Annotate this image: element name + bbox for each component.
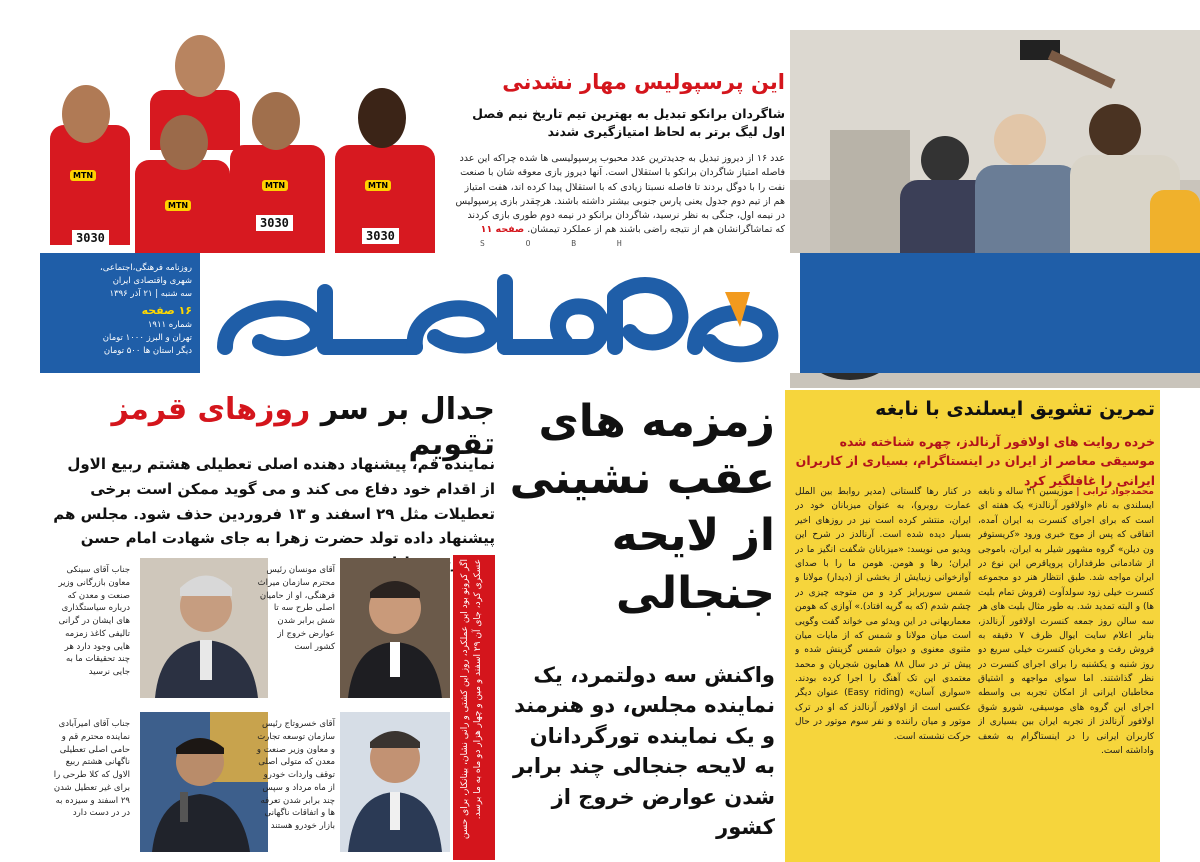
- sports-headline: این پرسپولیس مهار نشدنی: [502, 70, 785, 94]
- haft-e-sobh-logo: [205, 252, 795, 374]
- sponsor-logo: MTN: [262, 180, 288, 191]
- calendar-headline-red: روزهای قرمز: [111, 392, 311, 427]
- player-head: [358, 88, 406, 148]
- official-photo: [140, 558, 268, 698]
- player-head: [252, 92, 300, 150]
- official-card-sinaki: [50, 558, 275, 703]
- issue-info-block: [52, 262, 192, 358]
- sponsor-logo: MTN: [165, 200, 191, 211]
- official-photo: [140, 712, 268, 852]
- iceland-column-left: در کنار رها گلستانی (مدیر روابط بین الملل عمارت روبرو)، به عنوان میزبانان خود در ایران، منتشر کرده است نیز در روزهای اخیر بسیار دیده شده است. آرنالدز در شرح این ویدیو می نویسد: «میزبانان شگفت انگیز ما در ایران؛ رها و هومن. هومن ما را با صدای آوازخوانی زیبایش از بخشی از (دیدار) مولانا و شمس سورپرایز کرد و من متوجه چیزی در چشم شدم (که به گریه افتاد).» آوازی که هومن معماربهانی در این ویدئو می خواند گفت وگویی است میان مولانا و شمس که از مایات میان مثنوی معنوی و دیوان شمس گزینش شده و پیش تر در سال ۸۸ همایون شجریان و محمد معتمدی این تک آهنگ را اجرا کرده بودند. «سواری آسان» (Easy riding) عنوان دیگر عکسی است از اولافور آرنالدز که او در ترک موتور و میان راننده و نفر سوم موتور در حال حرکت نشسته است.: [795, 487, 971, 742]
- red-sidebar-text: اگر کرونو بود این عملکرد، روز این کشتی و رانی نشان، بینانکار، برای حسن عسکری کرد، جای آن ۲۹ اسفند و مین و چهار هزار دو ماه به ما برسد.: [460, 559, 483, 840]
- official-caption: آقای مونسان رئیس محترم سازمان میراث فرهنگی، او از حامیان اصلی طرح سه تا شش برابر شدن عوارض خروج از کشور است: [257, 565, 335, 652]
- sponsor-logo: MTN: [70, 170, 96, 181]
- page-count: ۱۶ صفحه: [141, 303, 192, 317]
- shirt-number: 3030: [362, 228, 399, 244]
- player-shirt: [230, 145, 325, 255]
- iceland-headline: تمرین تشویق ایسلندی با نابغه: [875, 398, 1155, 420]
- persepolis-players-photo: [30, 30, 450, 255]
- player-head: [175, 35, 225, 97]
- iceland-author: محمدجواد ترابی |: [1076, 487, 1154, 497]
- official-photo: [340, 712, 468, 852]
- shirt-number: 3030: [256, 215, 293, 231]
- issue-date: سه شنبه | ۲۱ آذر ۱۳۹۶: [109, 289, 192, 300]
- player-shirt: [50, 125, 130, 245]
- iceland-subheadline: خرده روایت های اولافور آرنالدز، چهره شناخته شده موسیقی معاصر از ایران در اینستاگرام، بسیاری از کاربران ایرانی را غافلگیر کرد: [795, 434, 1155, 488]
- portrait-illustration: [340, 712, 450, 852]
- official-card-mounesan: [255, 558, 480, 703]
- official-card-khosrotaj: [255, 712, 480, 857]
- official-card-amirabadi: [50, 712, 275, 857]
- calendar-headline-suffix: تقویم: [408, 427, 495, 462]
- portrait-illustration: [340, 558, 450, 698]
- official-caption: جناب آقای امیرآبادی نماینده محترم قم و حامی اصلی تعطیلی ناگهانی هشتم ربیع الاول که کلا طرحی را برای غیر تعطیل شدن ۲۹ اسفند و سیزده به در در دست دارد: [53, 719, 130, 819]
- paper-description-line1: روزنامه فرهنگی،اجتماعی،: [100, 263, 192, 273]
- player-head: [160, 115, 208, 170]
- price-other-provinces: دیگر استان ها ۵۰۰ تومان: [103, 345, 192, 356]
- iceland-column-right-text: موزیسین ۳۱ ساله و نابغه ایسلندی به نام «اولافور آرنالدز» یک هفته ای است که برای اجرای کنسرت به ایران آمده، اتفاقی که پس از موج خبری ورود «کریستوفر ون دیلن» گروه مشهور شیلر به ایران، باموجی از شادمانی طرفداران پروپاقرص این نوع در ایران مواجه شد. طبق انتظار هنر دو مجموعه کنسرت خیلی زود سولدآوت (فروش تمام بلیت ها) و البته تمدید شد. به طور مثال بلیت های هر سه سالن روز جمعه کنسرت اولافور آرنالدز، بنابر اعلام سایت ایوال ظرف ۷ دقیقه به فروش رفت و مخربان کنسرت خیلی سریع دو روز شنبه و یکشنبه را برای اجرای کنسرت در نظر گذاشتند. اما سوای مواجهه و اشتیاق مخاطبان ایرانی از امکان تجربه بی واسطه اجرای این گروه های موسیقی، شورو شوق اولافور آرنالدز از تجربه ایران بین بسیاری از کاربران ایرانی را در اینستاگرام به شعف واداشته است.: [978, 487, 1154, 757]
- portrait-illustration: [140, 712, 268, 852]
- portrait-illustration: [140, 558, 268, 698]
- paper-description-line2: شهری واقتصادی ایران: [112, 276, 192, 287]
- official-photo: [340, 558, 468, 698]
- shirt-number: 3030: [72, 230, 109, 246]
- player-head: [62, 85, 110, 143]
- sobh-letter-strip: S O B H: [480, 239, 640, 248]
- issue-number: شماره ۱۹۱۱: [147, 319, 192, 330]
- sponsor-logo: MTN: [365, 180, 391, 191]
- calendar-headline-prefix: جدال بر سر: [320, 392, 495, 427]
- whisper-headline: زمزمه های عقب نشینی از لایحه جنجالی: [509, 396, 775, 619]
- calendar-lead: نماینده قم، پیشنهاد دهنده اصلی تعطیلی هشتم ربیع الاول از اقدام خود دفاع می کند و می گوید ممکن است برخی تعطیلات مثل ۲۹ اسفند و ۱۳ فروردین حذف شود. مجلس هم پیشنهاد داده تولد حضرت زهرا به جای شهادت امام حسن: [53, 455, 495, 548]
- sports-body: [455, 152, 785, 238]
- sports-body-text: عدد ۱۶ از دیروز تبدیل به جدیدترین عدد محبوب پرسپولیسی ها شده چراکه این عدد فاصله امتیاز شاگردان برانکو با استقلال است. آنها دیروز بازی معوقه شان با صنعت نفت را با دوگل بردند تا فاصله نسبتا زیادی که با استقلال پیدا کرده اند، هفت امتیاز هم از تیم دوم جدول یعنی پارس جنوبی بیشتر داشته باشند. هرچقدر بازی پرسپولیس در نیمه اول، جنگی به نظر نرسید، شاگردان برانکو در نیمه دوم طوری بازی کردند که تماشاگرانشان هم از نتیجه راضی باشند هم از عملکرد تیمشان.: [455, 153, 785, 236]
- right-margin: [1160, 388, 1200, 862]
- iceland-column-right: [978, 485, 1154, 860]
- official-caption: آقای خسروتاج رئیس سازمان توسعه تجارت و معاون وزیر صنعت و معدن که متولی اصلی توقف واردات خودرو از ماه مرداد و سپس چند برابر شدن تعرفه ها و اتفاقات ناگهانی بازار خودرو هستند: [256, 719, 335, 831]
- red-sidebar: [453, 555, 495, 860]
- price-tehran: تهران و البرز ۱۰۰۰ تومان: [102, 332, 192, 343]
- whisper-lead: واکنش سه دولتمرد، یک نماینده مجلس، دو هنرمند و یک نماینده تورگردانان به لایحه جنجالی چند برابر شدن عوارض خروج از کشور: [512, 663, 775, 840]
- sports-subheadline: شاگردان برانکو تبدیل به بهترین تیم تاریخ نیم فصل اول لیگ برتر به لحاظ امتیازگیری شدند: [472, 106, 785, 140]
- page-reference-link[interactable]: صفحه ۱۱: [480, 224, 525, 236]
- official-caption: جناب آقای سینکی معاون بازرگانی وزیر صنعت و معدن که درباره سیاستگذاری های ایشان در گرانی تالیفی کاغذ زمزمه هایی وجود دارد هر چند تحقیقات ما به جایی نرسید: [58, 565, 130, 677]
